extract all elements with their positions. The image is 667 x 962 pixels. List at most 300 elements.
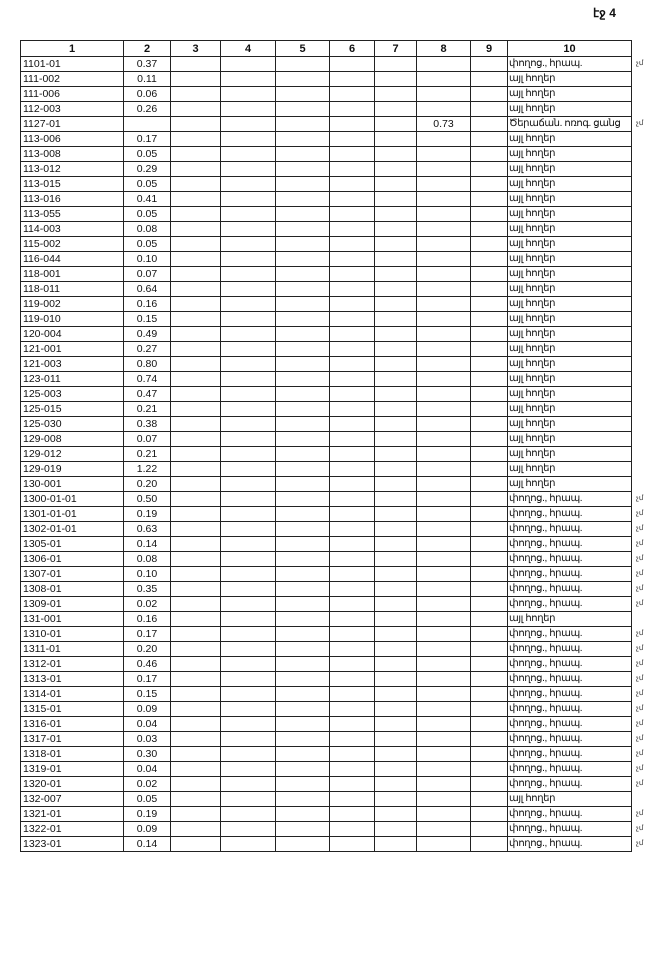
cell-col-1: 1127-01 — [21, 117, 124, 132]
cell-col-6 — [330, 837, 375, 852]
table-row — [21, 402, 654, 417]
cell-col-7 — [375, 222, 417, 237]
cell-col-8 — [417, 642, 471, 657]
margin-note — [632, 177, 654, 192]
cell-col-5 — [276, 222, 330, 237]
cell-col-10: փողոց., հրապ. — [508, 492, 632, 507]
cell-col-4 — [221, 717, 276, 732]
cell-col-8 — [417, 372, 471, 387]
cell-col-6 — [330, 312, 375, 327]
cell-col-2: 0.05 — [124, 177, 171, 192]
cell-col-7 — [375, 207, 417, 222]
cell-col-8 — [417, 717, 471, 732]
cell-col-10: այլ հողեր — [508, 327, 632, 342]
cell-col-6 — [330, 507, 375, 522]
table-row — [21, 237, 654, 252]
table-row — [21, 192, 654, 207]
cell-col-2: 0.04 — [124, 762, 171, 777]
cell-col-7 — [375, 402, 417, 417]
cell-col-9 — [471, 492, 508, 507]
cell-col-10: փողոց., հրապ. — [508, 807, 632, 822]
cell-col-6 — [330, 177, 375, 192]
table-row — [21, 507, 654, 522]
cell-col-6 — [330, 282, 375, 297]
margin-note — [632, 432, 654, 447]
cell-col-9 — [471, 342, 508, 357]
cell-col-2: 0.21 — [124, 447, 171, 462]
cell-col-2: 0.05 — [124, 147, 171, 162]
cell-col-4 — [221, 597, 276, 612]
table-row — [21, 747, 654, 762]
cell-col-3 — [171, 192, 221, 207]
cell-col-3 — [171, 507, 221, 522]
cell-col-7 — [375, 747, 417, 762]
cell-col-3 — [171, 687, 221, 702]
margin-header-spacer — [632, 41, 654, 57]
cell-col-9 — [471, 297, 508, 312]
cell-col-5 — [276, 732, 330, 747]
cell-col-8 — [417, 327, 471, 342]
cell-col-3 — [171, 147, 221, 162]
cell-col-10: այլ հողեր — [508, 312, 632, 327]
cell-col-9 — [471, 282, 508, 297]
cell-col-9 — [471, 357, 508, 372]
cell-col-2: 0.14 — [124, 837, 171, 852]
cell-col-1: 1306-01 — [21, 552, 124, 567]
cell-col-7 — [375, 597, 417, 612]
cell-col-10: այլ հողեր — [508, 147, 632, 162]
margin-note — [632, 342, 654, 357]
column-header-3: 3 — [171, 41, 221, 57]
cell-col-8 — [417, 492, 471, 507]
cell-col-10: փողոց., հրապ. — [508, 522, 632, 537]
cell-col-1: 1101-01 — [21, 57, 124, 72]
cell-col-2: 0.74 — [124, 372, 171, 387]
cell-col-3 — [171, 72, 221, 87]
table-row — [21, 372, 654, 387]
cell-col-4 — [221, 702, 276, 717]
cell-col-5 — [276, 237, 330, 252]
cell-col-7 — [375, 777, 417, 792]
cell-col-6 — [330, 567, 375, 582]
cell-col-5 — [276, 117, 330, 132]
cell-col-6 — [330, 717, 375, 732]
cell-col-1: 1305-01 — [21, 537, 124, 552]
cell-col-2: 0.02 — [124, 777, 171, 792]
cell-col-10: այլ հողեր — [508, 162, 632, 177]
cell-col-4 — [221, 627, 276, 642]
cell-col-6 — [330, 807, 375, 822]
cell-col-6 — [330, 537, 375, 552]
cell-col-2: 0.35 — [124, 582, 171, 597]
cell-col-7 — [375, 552, 417, 567]
cell-col-8 — [417, 417, 471, 432]
margin-note: չմ — [636, 540, 644, 547]
cell-col-8 — [417, 837, 471, 852]
cell-col-8 — [417, 522, 471, 537]
cell-col-7 — [375, 282, 417, 297]
cell-col-10: փողոց., հրապ. — [508, 762, 632, 777]
cell-col-8 — [417, 342, 471, 357]
cell-col-1: 118-011 — [21, 282, 124, 297]
cell-col-6 — [330, 117, 375, 132]
cell-col-8 — [417, 567, 471, 582]
table-row — [21, 417, 654, 432]
cell-col-9 — [471, 762, 508, 777]
header-row — [21, 41, 654, 57]
cell-col-4 — [221, 747, 276, 762]
cell-col-7 — [375, 267, 417, 282]
cell-col-1: 1319-01 — [21, 762, 124, 777]
margin-note: չմ — [636, 645, 644, 652]
table-row — [21, 702, 654, 717]
cell-col-9 — [471, 732, 508, 747]
cell-col-5 — [276, 762, 330, 777]
cell-col-3 — [171, 177, 221, 192]
cell-col-10: այլ հողեր — [508, 387, 632, 402]
cell-col-6 — [330, 462, 375, 477]
cell-col-3 — [171, 297, 221, 312]
cell-col-5 — [276, 567, 330, 582]
cell-col-1: 116-044 — [21, 252, 124, 267]
cell-col-2 — [124, 117, 171, 132]
cell-col-1: 1317-01 — [21, 732, 124, 747]
cell-col-10: այլ հողեր — [508, 477, 632, 492]
cell-col-8 — [417, 477, 471, 492]
cell-col-4 — [221, 447, 276, 462]
cell-col-3 — [171, 342, 221, 357]
cell-col-10: փողոց., հրապ. — [508, 507, 632, 522]
cell-col-4 — [221, 807, 276, 822]
table-row — [21, 57, 654, 72]
table-row — [21, 117, 654, 132]
cell-col-7 — [375, 507, 417, 522]
cell-col-8 — [417, 672, 471, 687]
margin-note: չմ — [636, 690, 644, 697]
cell-col-7 — [375, 297, 417, 312]
cell-col-3 — [171, 417, 221, 432]
cell-col-1: 113-055 — [21, 207, 124, 222]
cell-col-9 — [471, 462, 508, 477]
cell-col-9 — [471, 777, 508, 792]
cell-col-2: 0.03 — [124, 732, 171, 747]
cell-col-8 — [417, 597, 471, 612]
cell-col-8 — [417, 822, 471, 837]
cell-col-10: փողոց., հրապ. — [508, 777, 632, 792]
cell-col-6 — [330, 582, 375, 597]
cell-col-2: 0.17 — [124, 672, 171, 687]
cell-col-1: 129-008 — [21, 432, 124, 447]
cell-col-10: փողոց., հրապ. — [508, 567, 632, 582]
cell-col-2: 0.26 — [124, 102, 171, 117]
cell-col-2: 0.06 — [124, 87, 171, 102]
cell-col-6 — [330, 372, 375, 387]
cell-col-6 — [330, 672, 375, 687]
margin-note: չմ — [636, 555, 644, 562]
table-row — [21, 312, 654, 327]
margin-note: չմ — [636, 720, 644, 727]
cell-col-3 — [171, 57, 221, 72]
cell-col-10: այլ հողեր — [508, 402, 632, 417]
cell-col-9 — [471, 537, 508, 552]
cell-col-3 — [171, 807, 221, 822]
cell-col-2: 0.07 — [124, 267, 171, 282]
cell-col-3 — [171, 747, 221, 762]
cell-col-9 — [471, 102, 508, 117]
cell-col-5 — [276, 582, 330, 597]
cell-col-10: այլ հողեր — [508, 222, 632, 237]
cell-col-1: 125-015 — [21, 402, 124, 417]
table-row — [21, 657, 654, 672]
cell-col-3 — [171, 402, 221, 417]
cell-col-10: այլ հողեր — [508, 102, 632, 117]
cell-col-3 — [171, 477, 221, 492]
cell-col-8 — [417, 537, 471, 552]
margin-note — [632, 147, 654, 162]
cell-col-9 — [471, 372, 508, 387]
cell-col-6 — [330, 357, 375, 372]
cell-col-4 — [221, 492, 276, 507]
cell-col-10: այլ հողեր — [508, 462, 632, 477]
cell-col-4 — [221, 192, 276, 207]
cell-col-10: այլ հողեր — [508, 342, 632, 357]
cell-col-1: 129-019 — [21, 462, 124, 477]
margin-note: չմ — [636, 825, 644, 832]
cell-col-2: 0.04 — [124, 717, 171, 732]
cell-col-6 — [330, 87, 375, 102]
cell-col-1: 118-001 — [21, 267, 124, 282]
cell-col-2: 0.20 — [124, 477, 171, 492]
margin-note — [632, 192, 654, 207]
cell-col-10: փողոց., հրապ. — [508, 837, 632, 852]
cell-col-1: 1311-01 — [21, 642, 124, 657]
cell-col-10: փողոց., հրապ. — [508, 597, 632, 612]
margin-note — [632, 267, 654, 282]
cell-col-4 — [221, 102, 276, 117]
cell-col-5 — [276, 627, 330, 642]
cell-col-2: 0.05 — [124, 237, 171, 252]
cell-col-7 — [375, 492, 417, 507]
margin-note — [632, 447, 654, 462]
cell-col-4 — [221, 732, 276, 747]
cell-col-10: այլ հողեր — [508, 177, 632, 192]
cell-col-2: 0.19 — [124, 807, 171, 822]
margin-note: չմ — [636, 495, 644, 502]
cell-col-8 — [417, 402, 471, 417]
cell-col-5 — [276, 207, 330, 222]
cell-col-10: այլ հողեր — [508, 417, 632, 432]
cell-col-5 — [276, 327, 330, 342]
cell-col-9 — [471, 387, 508, 402]
cell-col-1: 1316-01 — [21, 717, 124, 732]
margin-note: չմ — [636, 510, 644, 517]
cell-col-8 — [417, 192, 471, 207]
cell-col-9 — [471, 627, 508, 642]
cell-col-4 — [221, 147, 276, 162]
cell-col-5 — [276, 507, 330, 522]
table-row — [21, 672, 654, 687]
cell-col-7 — [375, 567, 417, 582]
cell-col-1: 1314-01 — [21, 687, 124, 702]
cell-col-7 — [375, 702, 417, 717]
margin-note — [632, 207, 654, 222]
margin-note — [632, 162, 654, 177]
cell-col-4 — [221, 267, 276, 282]
cell-col-2: 0.50 — [124, 492, 171, 507]
cell-col-4 — [221, 507, 276, 522]
column-header-7: 7 — [375, 41, 417, 57]
cell-col-10: այլ հողեր — [508, 372, 632, 387]
cell-col-6 — [330, 267, 375, 282]
cell-col-7 — [375, 657, 417, 672]
cell-col-6 — [330, 222, 375, 237]
cell-col-9 — [471, 192, 508, 207]
cell-col-8 — [417, 627, 471, 642]
cell-col-3 — [171, 522, 221, 537]
land-table — [20, 40, 654, 852]
cell-col-3 — [171, 237, 221, 252]
cell-col-7 — [375, 822, 417, 837]
cell-col-1: 129-012 — [21, 447, 124, 462]
cell-col-8 — [417, 87, 471, 102]
cell-col-1: 1300-01-01 — [21, 492, 124, 507]
cell-col-4 — [221, 237, 276, 252]
column-header-2: 2 — [124, 41, 171, 57]
cell-col-5 — [276, 72, 330, 87]
cell-col-3 — [171, 327, 221, 342]
cell-col-7 — [375, 582, 417, 597]
cell-col-2: 0.46 — [124, 657, 171, 672]
table-row — [21, 792, 654, 807]
cell-col-1: 120-004 — [21, 327, 124, 342]
cell-col-5 — [276, 387, 330, 402]
margin-note: չմ — [636, 810, 644, 817]
table-row — [21, 627, 654, 642]
cell-col-8 — [417, 282, 471, 297]
cell-col-2: 0.17 — [124, 132, 171, 147]
cell-col-1: 114-003 — [21, 222, 124, 237]
cell-col-4 — [221, 312, 276, 327]
cell-col-3 — [171, 762, 221, 777]
table-row — [21, 642, 654, 657]
cell-col-3 — [171, 537, 221, 552]
cell-col-5 — [276, 687, 330, 702]
cell-col-5 — [276, 777, 330, 792]
cell-col-7 — [375, 177, 417, 192]
cell-col-3 — [171, 447, 221, 462]
cell-col-8 — [417, 432, 471, 447]
table-row — [21, 687, 654, 702]
cell-col-5 — [276, 372, 330, 387]
column-header-8: 8 — [417, 41, 471, 57]
cell-col-10: փողոց., հրապ. — [508, 552, 632, 567]
margin-note — [632, 282, 654, 297]
table-row — [21, 297, 654, 312]
cell-col-3 — [171, 132, 221, 147]
cell-col-8 — [417, 57, 471, 72]
margin-note — [632, 222, 654, 237]
cell-col-9 — [471, 447, 508, 462]
cell-col-9 — [471, 177, 508, 192]
cell-col-2: 0.08 — [124, 222, 171, 237]
table-row — [21, 147, 654, 162]
cell-col-9 — [471, 567, 508, 582]
table-row — [21, 462, 654, 477]
cell-col-1: 115-002 — [21, 237, 124, 252]
cell-col-1: 1302-01-01 — [21, 522, 124, 537]
cell-col-1: 113-008 — [21, 147, 124, 162]
cell-col-9 — [471, 222, 508, 237]
cell-col-8 — [417, 612, 471, 627]
table-row — [21, 492, 654, 507]
table-row — [21, 807, 654, 822]
cell-col-1: 1321-01 — [21, 807, 124, 822]
cell-col-7 — [375, 132, 417, 147]
cell-col-2: 0.29 — [124, 162, 171, 177]
cell-col-4 — [221, 762, 276, 777]
cell-col-9 — [471, 552, 508, 567]
cell-col-9 — [471, 522, 508, 537]
cell-col-5 — [276, 132, 330, 147]
cell-col-1: 125-030 — [21, 417, 124, 432]
cell-col-1: 1309-01 — [21, 597, 124, 612]
table-row — [21, 102, 654, 117]
cell-col-4 — [221, 432, 276, 447]
column-header-9: 9 — [471, 41, 508, 57]
cell-col-5 — [276, 837, 330, 852]
cell-col-3 — [171, 282, 221, 297]
cell-col-3 — [171, 252, 221, 267]
table-row — [21, 597, 654, 612]
margin-note: չմ — [636, 525, 644, 532]
margin-note — [632, 237, 654, 252]
cell-col-4 — [221, 57, 276, 72]
cell-col-7 — [375, 627, 417, 642]
cell-col-2: 0.17 — [124, 627, 171, 642]
cell-col-4 — [221, 582, 276, 597]
cell-col-5 — [276, 342, 330, 357]
margin-note — [632, 72, 654, 87]
cell-col-3 — [171, 612, 221, 627]
table-row — [21, 762, 654, 777]
cell-col-9 — [471, 597, 508, 612]
cell-col-5 — [276, 477, 330, 492]
margin-note — [632, 252, 654, 267]
cell-col-5 — [276, 252, 330, 267]
cell-col-4 — [221, 207, 276, 222]
cell-col-5 — [276, 447, 330, 462]
cell-col-10: փողոց., հրապ. — [508, 57, 632, 72]
cell-col-7 — [375, 117, 417, 132]
cell-col-9 — [471, 642, 508, 657]
cell-col-3 — [171, 777, 221, 792]
cell-col-5 — [276, 192, 330, 207]
table-row — [21, 717, 654, 732]
cell-col-8 — [417, 462, 471, 477]
cell-col-1: 1315-01 — [21, 702, 124, 717]
cell-col-6 — [330, 417, 375, 432]
cell-col-9 — [471, 612, 508, 627]
cell-col-2: 0.63 — [124, 522, 171, 537]
cell-col-7 — [375, 57, 417, 72]
cell-col-9 — [471, 267, 508, 282]
cell-col-7 — [375, 357, 417, 372]
cell-col-7 — [375, 477, 417, 492]
cell-col-9 — [471, 402, 508, 417]
cell-col-10: փողոց., հրապ. — [508, 747, 632, 762]
cell-col-9 — [471, 432, 508, 447]
cell-col-3 — [171, 702, 221, 717]
